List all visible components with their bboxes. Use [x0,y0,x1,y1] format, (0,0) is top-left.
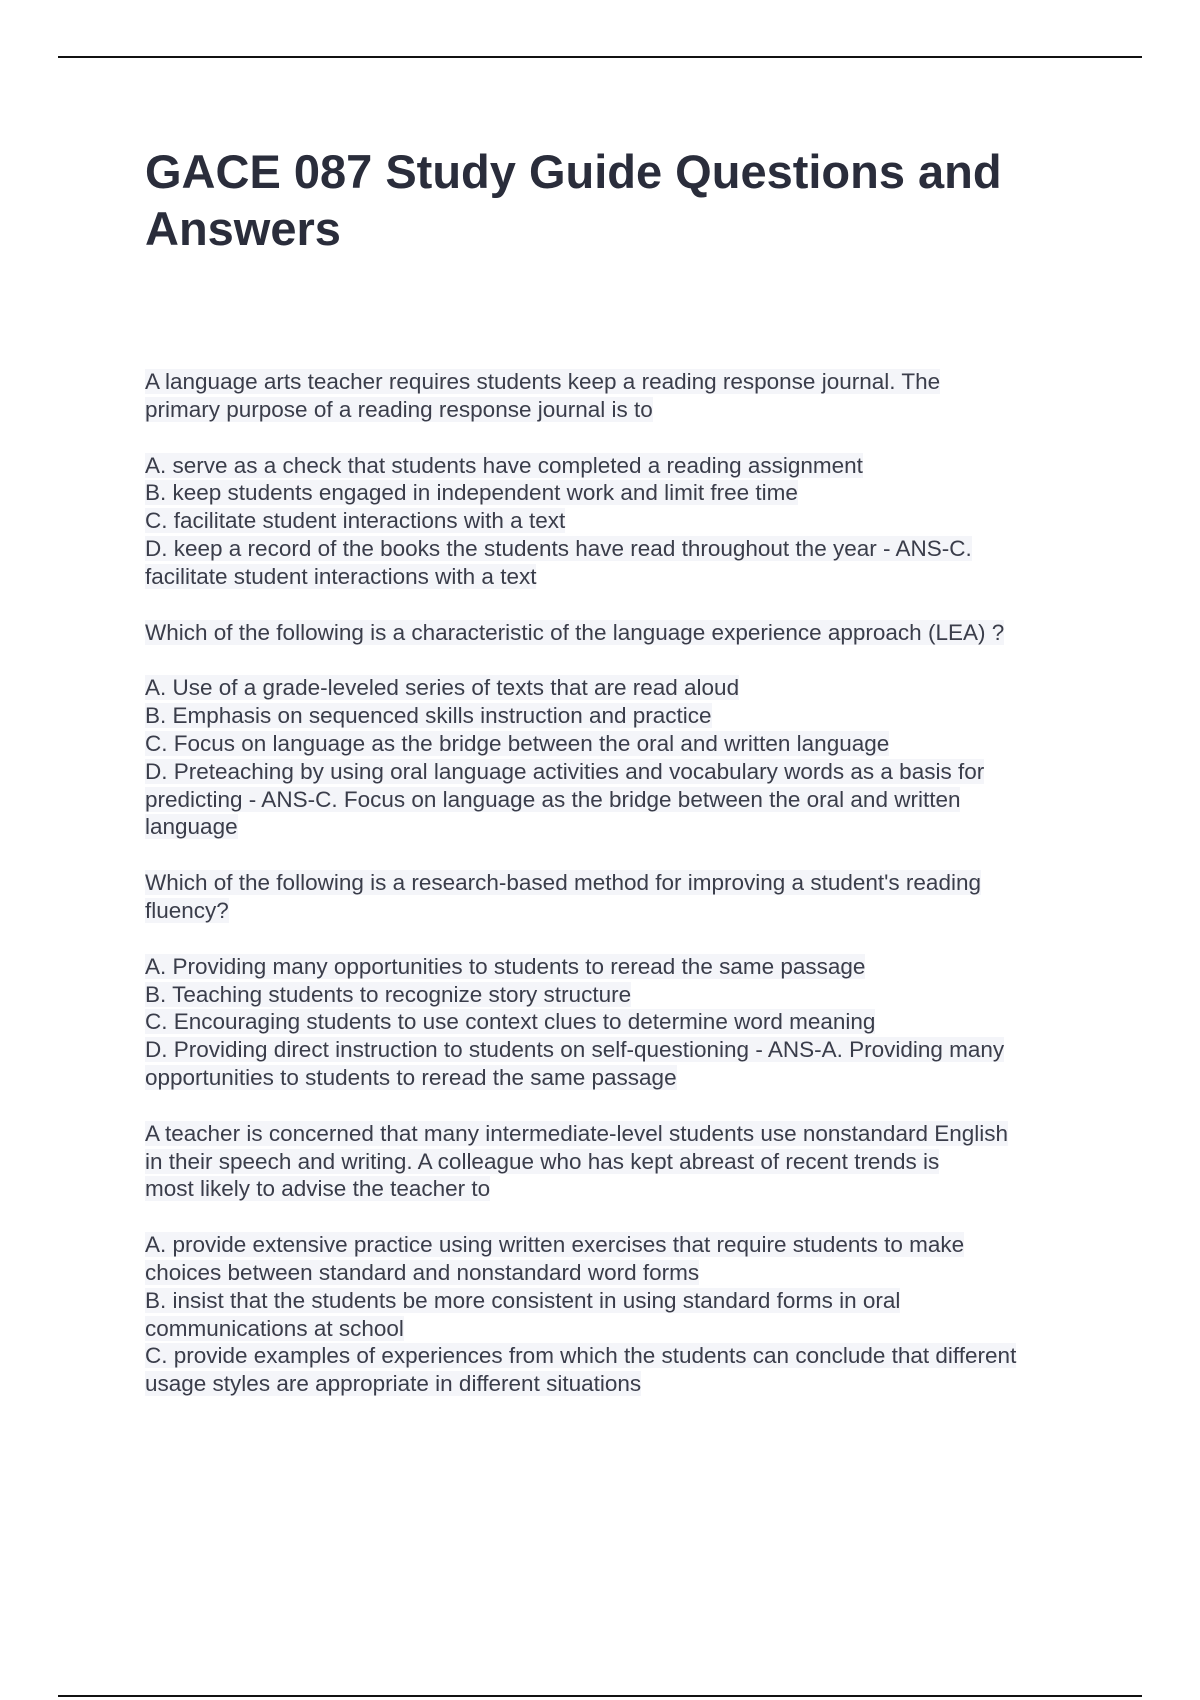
text-line: primary purpose of a reading response journal is to [145,396,653,422]
text-line: predicting - ANS-C. Focus on language as the bridge between the oral and written [145,786,961,812]
answer-options [145,452,1090,591]
text-line: Which of the following is a characteristic of the language experience approach (LEA) ? [145,619,1005,645]
title-line: Answers [145,202,341,255]
answer-options [145,953,1090,1092]
question-stem [145,869,1090,925]
text-line: B. insist that the students be more consistent in using standard forms in oral [145,1287,901,1313]
text-line: communications at school [145,1315,404,1341]
answer-options [145,674,1090,841]
text-line: fluency? [145,897,229,923]
text-line: D. Preteaching by using oral language activities and vocabulary words as a basis for [145,758,985,784]
text-line: A teacher is concerned that many intermediate-level students use nonstandard English [145,1120,1009,1146]
text-line: A language arts teacher requires students keep a reading response journal. The [145,369,941,394]
text-line: usage styles are appropriate in different situations [145,1371,642,1397]
text-line: D. keep a record of the books the students have read throughout the year - ANS-C. [145,535,972,561]
page-title [145,143,1085,257]
question-stem [145,619,1090,647]
text-line: C. Encouraging students to use context clues to determine word meaning [145,1009,876,1035]
text-line: A. Use of a grade-leveled series of texts that are read aloud [145,675,740,701]
text-line: language [145,814,238,840]
text-line: A. provide extensive practice using written exercises that require students to make [145,1232,965,1258]
text-line: in their speech and writing. A colleague who has kept abreast of recent trends is [145,1148,940,1174]
question-stem [145,1120,1090,1203]
text-line: C. Focus on language as the bridge between the oral and written language [145,730,890,756]
text-line: B. Emphasis on sequenced skills instruction and practice [145,703,712,729]
top-rule [58,56,1142,58]
document-body [145,368,1090,1426]
text-line: D. Providing direct instruction to students on self-questioning - ANS-A. Providing many [145,1037,1005,1063]
text-line: opportunities to students to reread the same passage [145,1064,677,1090]
answer-options [145,1231,1090,1398]
text-line: most likely to advise the teacher to [145,1176,491,1202]
title-line: GACE 087 Study Guide Questions and [145,145,1002,198]
bottom-rule [58,1695,1142,1697]
text-line: B. Teaching students to recognize story structure [145,981,632,1007]
text-line: A. serve as a check that students have completed a reading assignment [145,452,863,478]
question-stem [145,368,1090,424]
text-line: C. provide examples of experiences from which the students can conclude that different [145,1343,1017,1369]
text-line: C. facilitate student interactions with a text [145,508,566,534]
text-line: choices between standard and nonstandard word forms [145,1259,700,1285]
text-line: Which of the following is a research-based method for improving a student's reading [145,870,981,896]
text-line: B. keep students engaged in independent work and limit free time [145,480,798,506]
text-line: A. Providing many opportunities to students to reread the same passage [145,953,866,979]
text-line: facilitate student interactions with a text [145,563,537,589]
